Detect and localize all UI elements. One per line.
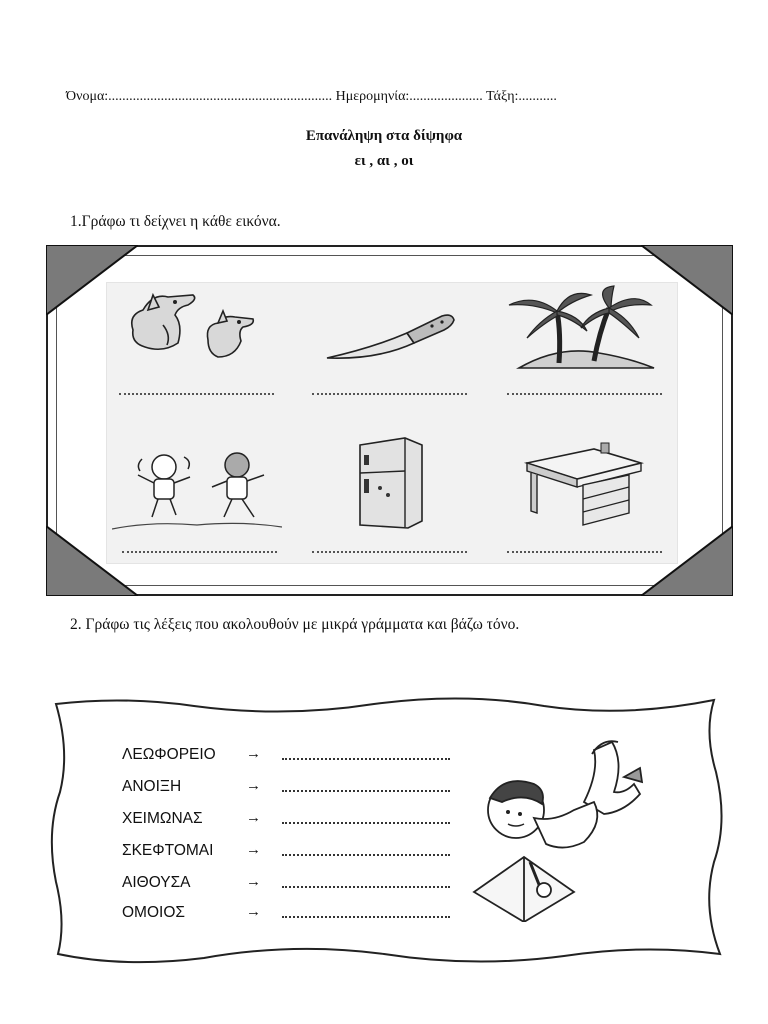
refrigerator-icon	[350, 433, 430, 533]
arrow-icon: →	[246, 777, 261, 794]
word-label: ΑΝΟΙΞΗ	[122, 778, 182, 795]
word-row	[122, 746, 462, 768]
word-label: ΣΚΕΦΤΟΜΑΙ	[122, 842, 214, 859]
arrow-icon: →	[246, 745, 261, 762]
frame-corner	[46, 245, 138, 315]
palm-trees-icon	[499, 283, 659, 373]
answer-line[interactable]	[282, 822, 450, 824]
answer-line[interactable]	[312, 393, 467, 395]
frame-corner	[641, 245, 733, 315]
word-row	[122, 842, 462, 864]
boy-writing-icon	[464, 732, 644, 922]
children-playing-icon	[112, 451, 282, 531]
pictures-panel	[106, 282, 678, 564]
arrow-icon: →	[246, 841, 261, 858]
answer-line[interactable]	[507, 393, 662, 395]
word-scroll-box	[44, 692, 730, 972]
name-date-class-line: Όνομα:................................................................ Ημερομηνία:..................... Τάξη:...........	[66, 89, 557, 104]
word-row	[122, 904, 462, 926]
picture-frame	[46, 245, 733, 596]
dragons-icon	[123, 285, 263, 365]
answer-line[interactable]	[282, 916, 450, 918]
desk-icon	[519, 441, 649, 531]
word-row	[122, 778, 462, 800]
answer-line[interactable]	[282, 790, 450, 792]
arrow-icon: →	[246, 809, 261, 826]
worksheet-subtitle: ει , αι , οι	[354, 153, 414, 169]
answer-line[interactable]	[312, 551, 467, 553]
answer-line[interactable]	[282, 886, 450, 888]
answer-line[interactable]	[122, 551, 277, 553]
arrow-icon: →	[246, 903, 261, 920]
exercise-1-instruction: 1.Γράφω τι δείχνει η κάθε εικόνα.	[70, 213, 281, 230]
arrow-icon: →	[246, 873, 261, 890]
answer-line[interactable]	[119, 393, 274, 395]
exercise-2-instruction: 2. Γράφω τις λέξεις που ακολουθούν με μικρά γράμματα και βάζω τόνο.	[70, 616, 520, 633]
word-row	[122, 874, 462, 896]
frame-corner	[46, 526, 138, 596]
word-row	[122, 810, 462, 832]
word-label: ΟΜΟΙΟΣ	[122, 904, 185, 921]
answer-line[interactable]	[282, 854, 450, 856]
frame-corner	[641, 526, 733, 596]
answer-line[interactable]	[282, 758, 450, 760]
word-label: ΑΙΘΟΥΣΑ	[122, 874, 191, 891]
knife-icon	[322, 308, 462, 368]
worksheet-title: Επανάληψη στα δίψηφα	[305, 128, 463, 144]
word-label: ΧΕΙΜΩΝΑΣ	[122, 810, 203, 827]
word-label: ΛΕΩΦΟΡΕΙΟ	[122, 746, 216, 763]
answer-line[interactable]	[507, 551, 662, 553]
